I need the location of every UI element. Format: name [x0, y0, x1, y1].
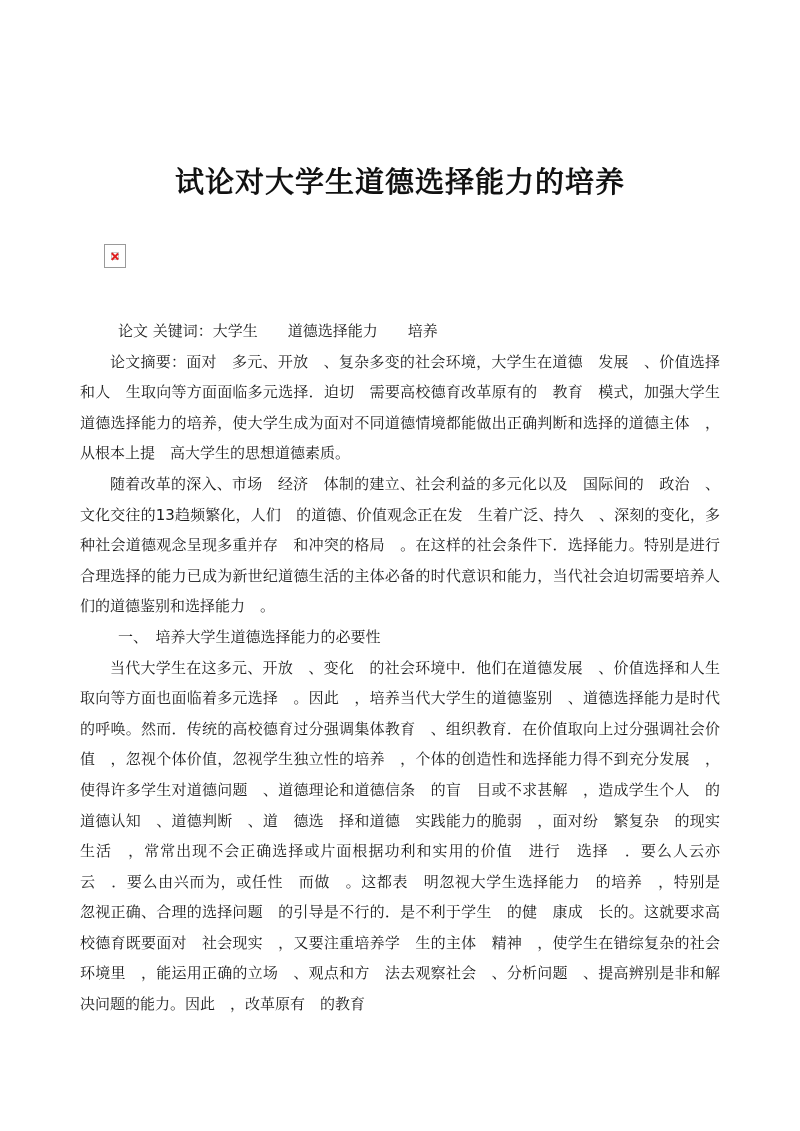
intro-paragraph: 随着改革的深入、市场 经济 体制的建立、社会利益的多元化以及 国际间的 政治 、文化交往的13趋频繁化，人们 的道德、价值观念正在发 生着广泛、持久 、深刻的变化，多种社会道德观念呈现多重并存 和冲突的格局 。在这样的社会条件下．选择能力。特别是进行合理选择的能力已成为新世纪道德生活的主体必备的时代意识和能力，当代社会迫切需要培养人们的道德鉴别和选择能力 。 — [80, 474, 720, 616]
broken-image-icon — [104, 244, 126, 268]
document-title: 试论对大学生道德选择能力的培养 — [174, 165, 625, 199]
section-heading: 一、 培养大学生道德选择能力的必要性 — [118, 627, 381, 646]
broken-image-x-icon — [111, 252, 119, 260]
section-paragraph: 当代大学生在这多元、开放 、变化 的社会环境中．他们在道德发展 、价值选择和人生取向等方面也面临着多元选择 。因此 ，培养当代大学生的道德鉴别 、道德选择能力是时代的呼唤。然而．传统的高校德育过分强调集体教育 、组织教育．在价值取向上过分强调社会价值 ，忽视个体价值，忽视学生独立性的培养 ，个体的创造性和选择能力得不到充分发展 ，使得许多学生对道德问题 、道德理论和道德信条 的盲 目或不求甚解 ，造成学生个人 的道德认知 、道德判断 、道 德选 择和道德 实践能力的脆弱 ，面对纷 繁复杂 的现实生活 ，常常出现不会正确选择或片面根据功利和实用的价值 进行 选择 ．要么人云亦云 ．要么由兴而为，或任性 而做 。这都表 明忽视大学生选择能力 的培养 ，特别是 忽视正确、合理的选择问题 的引导是不行的．是不利于学生 的健 康成 长的。这就要求高校德育既要面对 社会现实 ，又要注重培养学 生的主体 精神 ，使学生在错综复杂的社会环境里 ，能运用正确的立场 、观点和方 法去观察社会 、分析问题 、提高辨别是非和解决问题的能力。因此 ，改革原有 的教育 — [80, 658, 736, 1014]
abstract-paragraph: 论文摘要：面对 多元、开放 、复杂多变的社会环境，大学生在道德 发展 、价值选择和人 生取向等方面面临多元选择．迫切 需要高校德育改革原有的 教育 模式，加强大学生道德选择能力的培养，使大学生成为面对不同道德情境都能做出正确判断和选择的道德主体 ，从根本上提 高大学生的思想道德素质。 — [80, 352, 720, 463]
keywords-line: 论文 关键词：大学生 道德选择能力 培养 — [118, 322, 438, 340]
document-body — [80, 316, 736, 1020]
